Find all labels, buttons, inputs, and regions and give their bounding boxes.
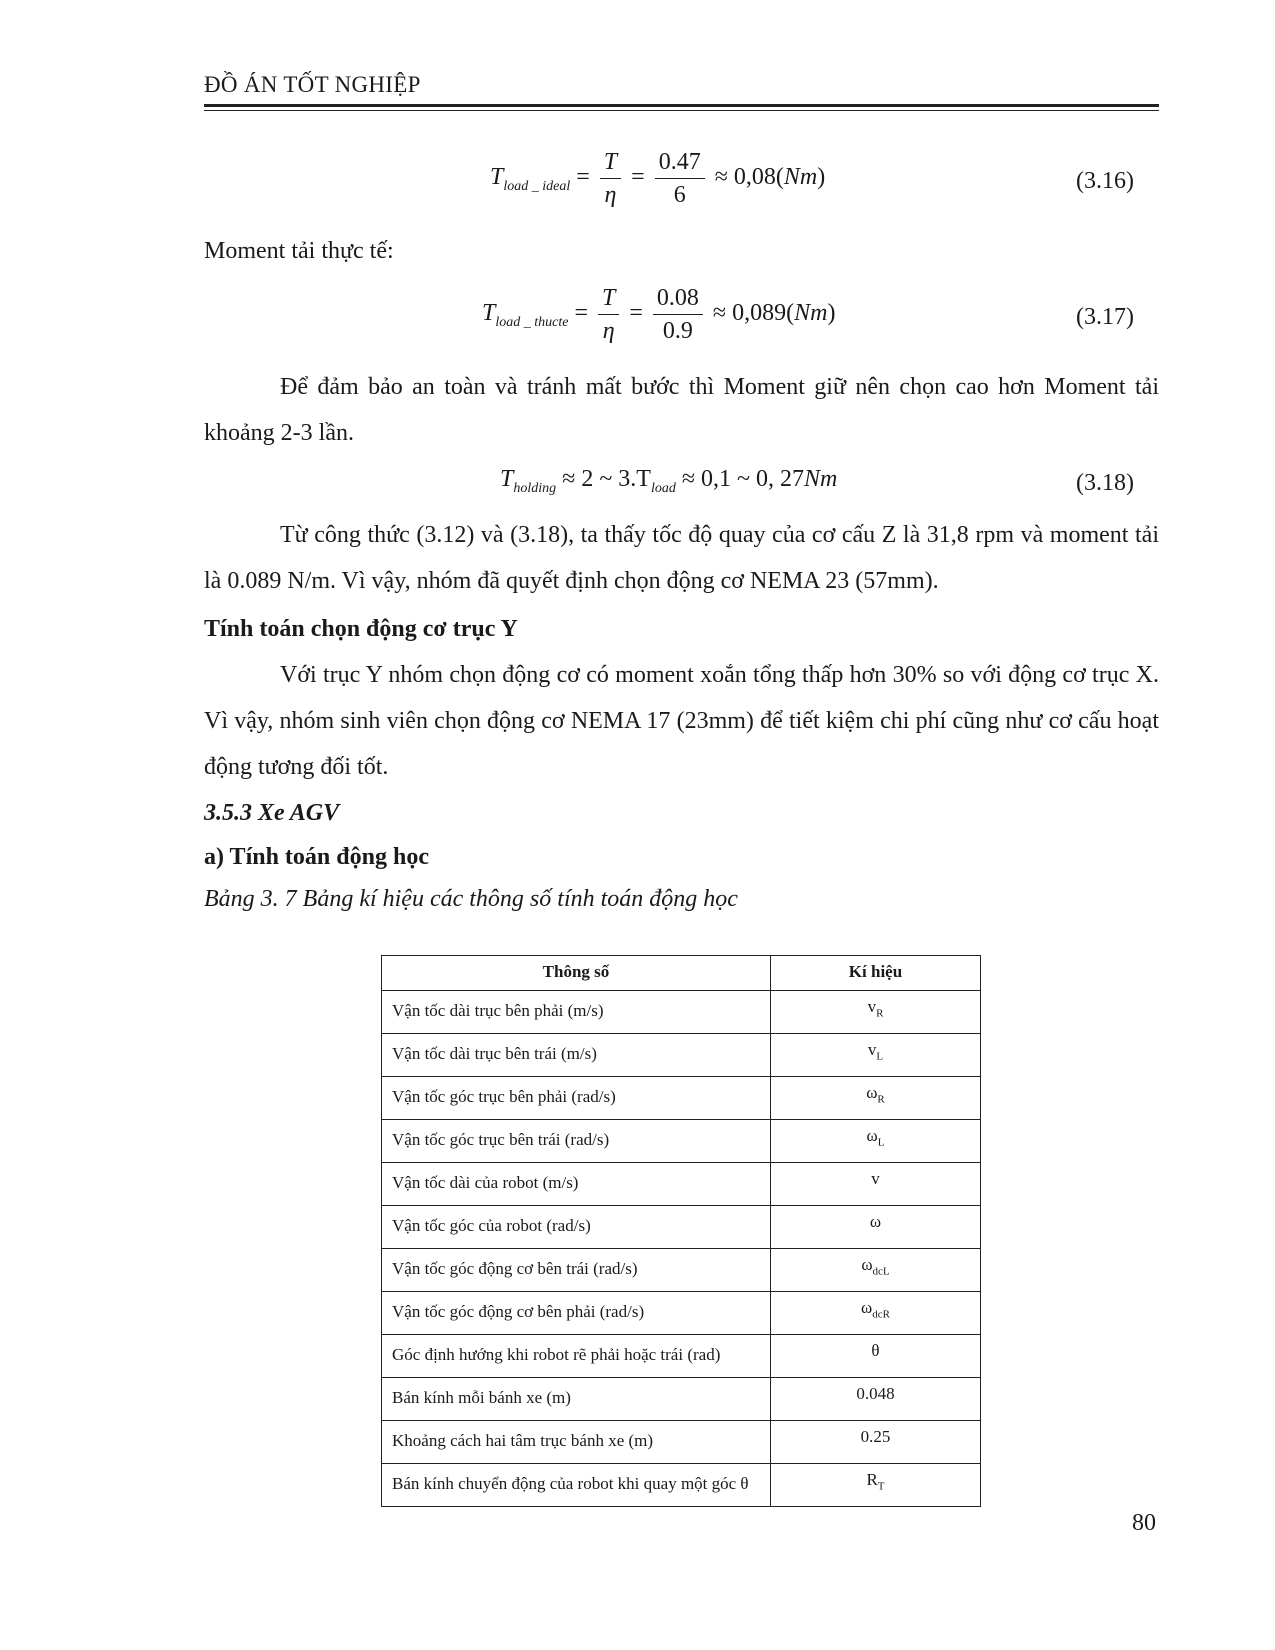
equation-label-3-17: (3.17) [1076, 304, 1134, 330]
table-cell-parameter: Vận tốc góc trục bên trái (rad/s) [382, 1120, 771, 1163]
symbol-subscript: R [876, 1007, 884, 1020]
table-row [382, 1292, 981, 1335]
table-row [382, 991, 981, 1034]
table-cell-parameter: Góc định hướng khi robot rẽ phải hoặc trái (rad) [382, 1335, 771, 1378]
page-number: 80 [1132, 1510, 1156, 1536]
table-row [382, 1120, 981, 1163]
section-heading: 3.5.3 Xe AGV [204, 800, 340, 826]
symbol-subscript: T [877, 1480, 885, 1493]
sub-heading: a) Tính toán động học [204, 844, 429, 870]
conclusion-paragraph: Từ công thức (3.12) và (3.18), ta thấy tốc độ quay của cơ cấu Z là 31,8 rpm và moment tải là 0.089 N/m. Vì vậy, nhóm đã quyết định chọn động cơ NEMA 23 (57mm). [204, 522, 1159, 594]
table-cell-symbol [770, 1206, 980, 1249]
table-cell-symbol [770, 1120, 980, 1163]
table-row [382, 1421, 981, 1464]
table-row [382, 1034, 981, 1077]
symbol-subscript: dcR [872, 1308, 890, 1321]
table-row [382, 1378, 981, 1421]
table-cell-parameter: Vận tốc góc của robot (rad/s) [382, 1206, 771, 1249]
table-row [382, 1249, 981, 1292]
symbol-main: ω [869, 1212, 882, 1231]
table-cell-symbol [770, 1464, 980, 1507]
table-caption: Bảng 3. 7 Bảng kí hiệu các thông số tính toán động học [204, 886, 738, 912]
symbol-subscript: L [876, 1050, 884, 1063]
table-cell-parameter: Vận tốc góc động cơ bên trái (rad/s) [382, 1249, 771, 1292]
symbol-main: v [867, 1040, 877, 1059]
symbol-main: ω [866, 1126, 878, 1145]
table-cell-symbol [770, 991, 980, 1034]
header-rule [204, 104, 1159, 107]
table-cell-symbol [770, 1421, 980, 1464]
parameter-table [381, 955, 981, 1507]
table-cell-symbol [770, 1077, 980, 1120]
y-axis-heading: Tính toán chọn động cơ trục Y [204, 616, 518, 642]
table-cell-parameter: Vận tốc dài trục bên phải (m/s) [382, 991, 771, 1034]
safety-paragraph: Để đảm bảo an toàn và tránh mất bước thì Moment giữ nên chọn cao hơn Moment tải khoảng 2-3 lần. [204, 374, 1159, 446]
table-cell-symbol [770, 1249, 980, 1292]
symbol-subscript: L [877, 1136, 885, 1149]
equation-label-3-16: (3.16) [1076, 168, 1134, 194]
y-axis-paragraph: Với trục Y nhóm chọn động cơ có moment xoắn tổng thấp hơn 30% so với động cơ trục X. Vì vậy, nhóm sinh viên chọn động cơ NEMA 17 (23mm) để tiết kiệm chi phí cũng như cơ cấu hoạt động tương đối tốt. [204, 662, 1159, 780]
equation-3-17: $T_{load \_ thucte}$ = $\frac{T}{\eta}$ = $\frac{0.08}{0.9}$ ≈ 0,089(Nm) [482, 285, 836, 344]
table-cell-parameter: Vận tốc dài trục bên trái (m/s) [382, 1034, 771, 1077]
symbol-main: v [871, 1169, 880, 1188]
table-cell-symbol [770, 1163, 980, 1206]
symbol-subscript: R [877, 1093, 885, 1106]
table-header-symbol: Kí hiệu [770, 956, 980, 991]
table-cell-symbol [770, 1034, 980, 1077]
symbol-main: 0.25 [860, 1427, 891, 1446]
symbol-main: ω [861, 1298, 873, 1317]
equation-label-3-18: (3.18) [1076, 470, 1134, 496]
table-cell-parameter: Bán kính chuyển động của robot khi quay một góc θ [382, 1464, 771, 1507]
page-header-title: ĐỒ ÁN TỐT NGHIỆP [204, 72, 421, 97]
header-rule-thin [204, 110, 1159, 111]
table-cell-symbol [770, 1378, 980, 1421]
table-cell-parameter: Vận tốc góc trục bên phải (rad/s) [382, 1077, 771, 1120]
table-cell-parameter: Vận tốc dài của robot (m/s) [382, 1163, 771, 1206]
table-header-parameter: Thông số [382, 956, 771, 991]
table-cell-parameter: Bán kính mỗi bánh xe (m) [382, 1378, 771, 1421]
table-row [382, 1335, 981, 1378]
table-row [382, 1163, 981, 1206]
symbol-subscript: dcL [872, 1265, 890, 1278]
table-cell-parameter: Khoảng cách hai tâm trục bánh xe (m) [382, 1421, 771, 1464]
table-row [382, 1077, 981, 1120]
table-row [382, 1206, 981, 1249]
moment-real-label: Moment tải thực tế: [204, 238, 394, 264]
table-row [382, 1464, 981, 1507]
symbol-main: R [866, 1470, 878, 1489]
symbol-main: ω [866, 1083, 878, 1102]
symbol-main: 0.048 [856, 1384, 895, 1403]
symbol-main: θ [871, 1341, 880, 1360]
equation-3-16: $T_{load \_ ideal}$ = $\frac{T}{\eta}$ = $\frac{0.47}{6}$ ≈ 0,08(Nm) [490, 149, 826, 208]
table-cell-symbol [770, 1335, 980, 1378]
symbol-main: v [867, 997, 877, 1016]
table-cell-symbol [770, 1292, 980, 1335]
symbol-main: ω [861, 1255, 873, 1274]
table-cell-parameter: Vận tốc góc động cơ bên phải (rad/s) [382, 1292, 771, 1335]
table-header-row [382, 956, 981, 991]
equation-3-18: $T_{holding} \approx 2$ ~ $3.T_{load} \approx 0,1$ ~ 0, 27Nm [500, 466, 838, 496]
